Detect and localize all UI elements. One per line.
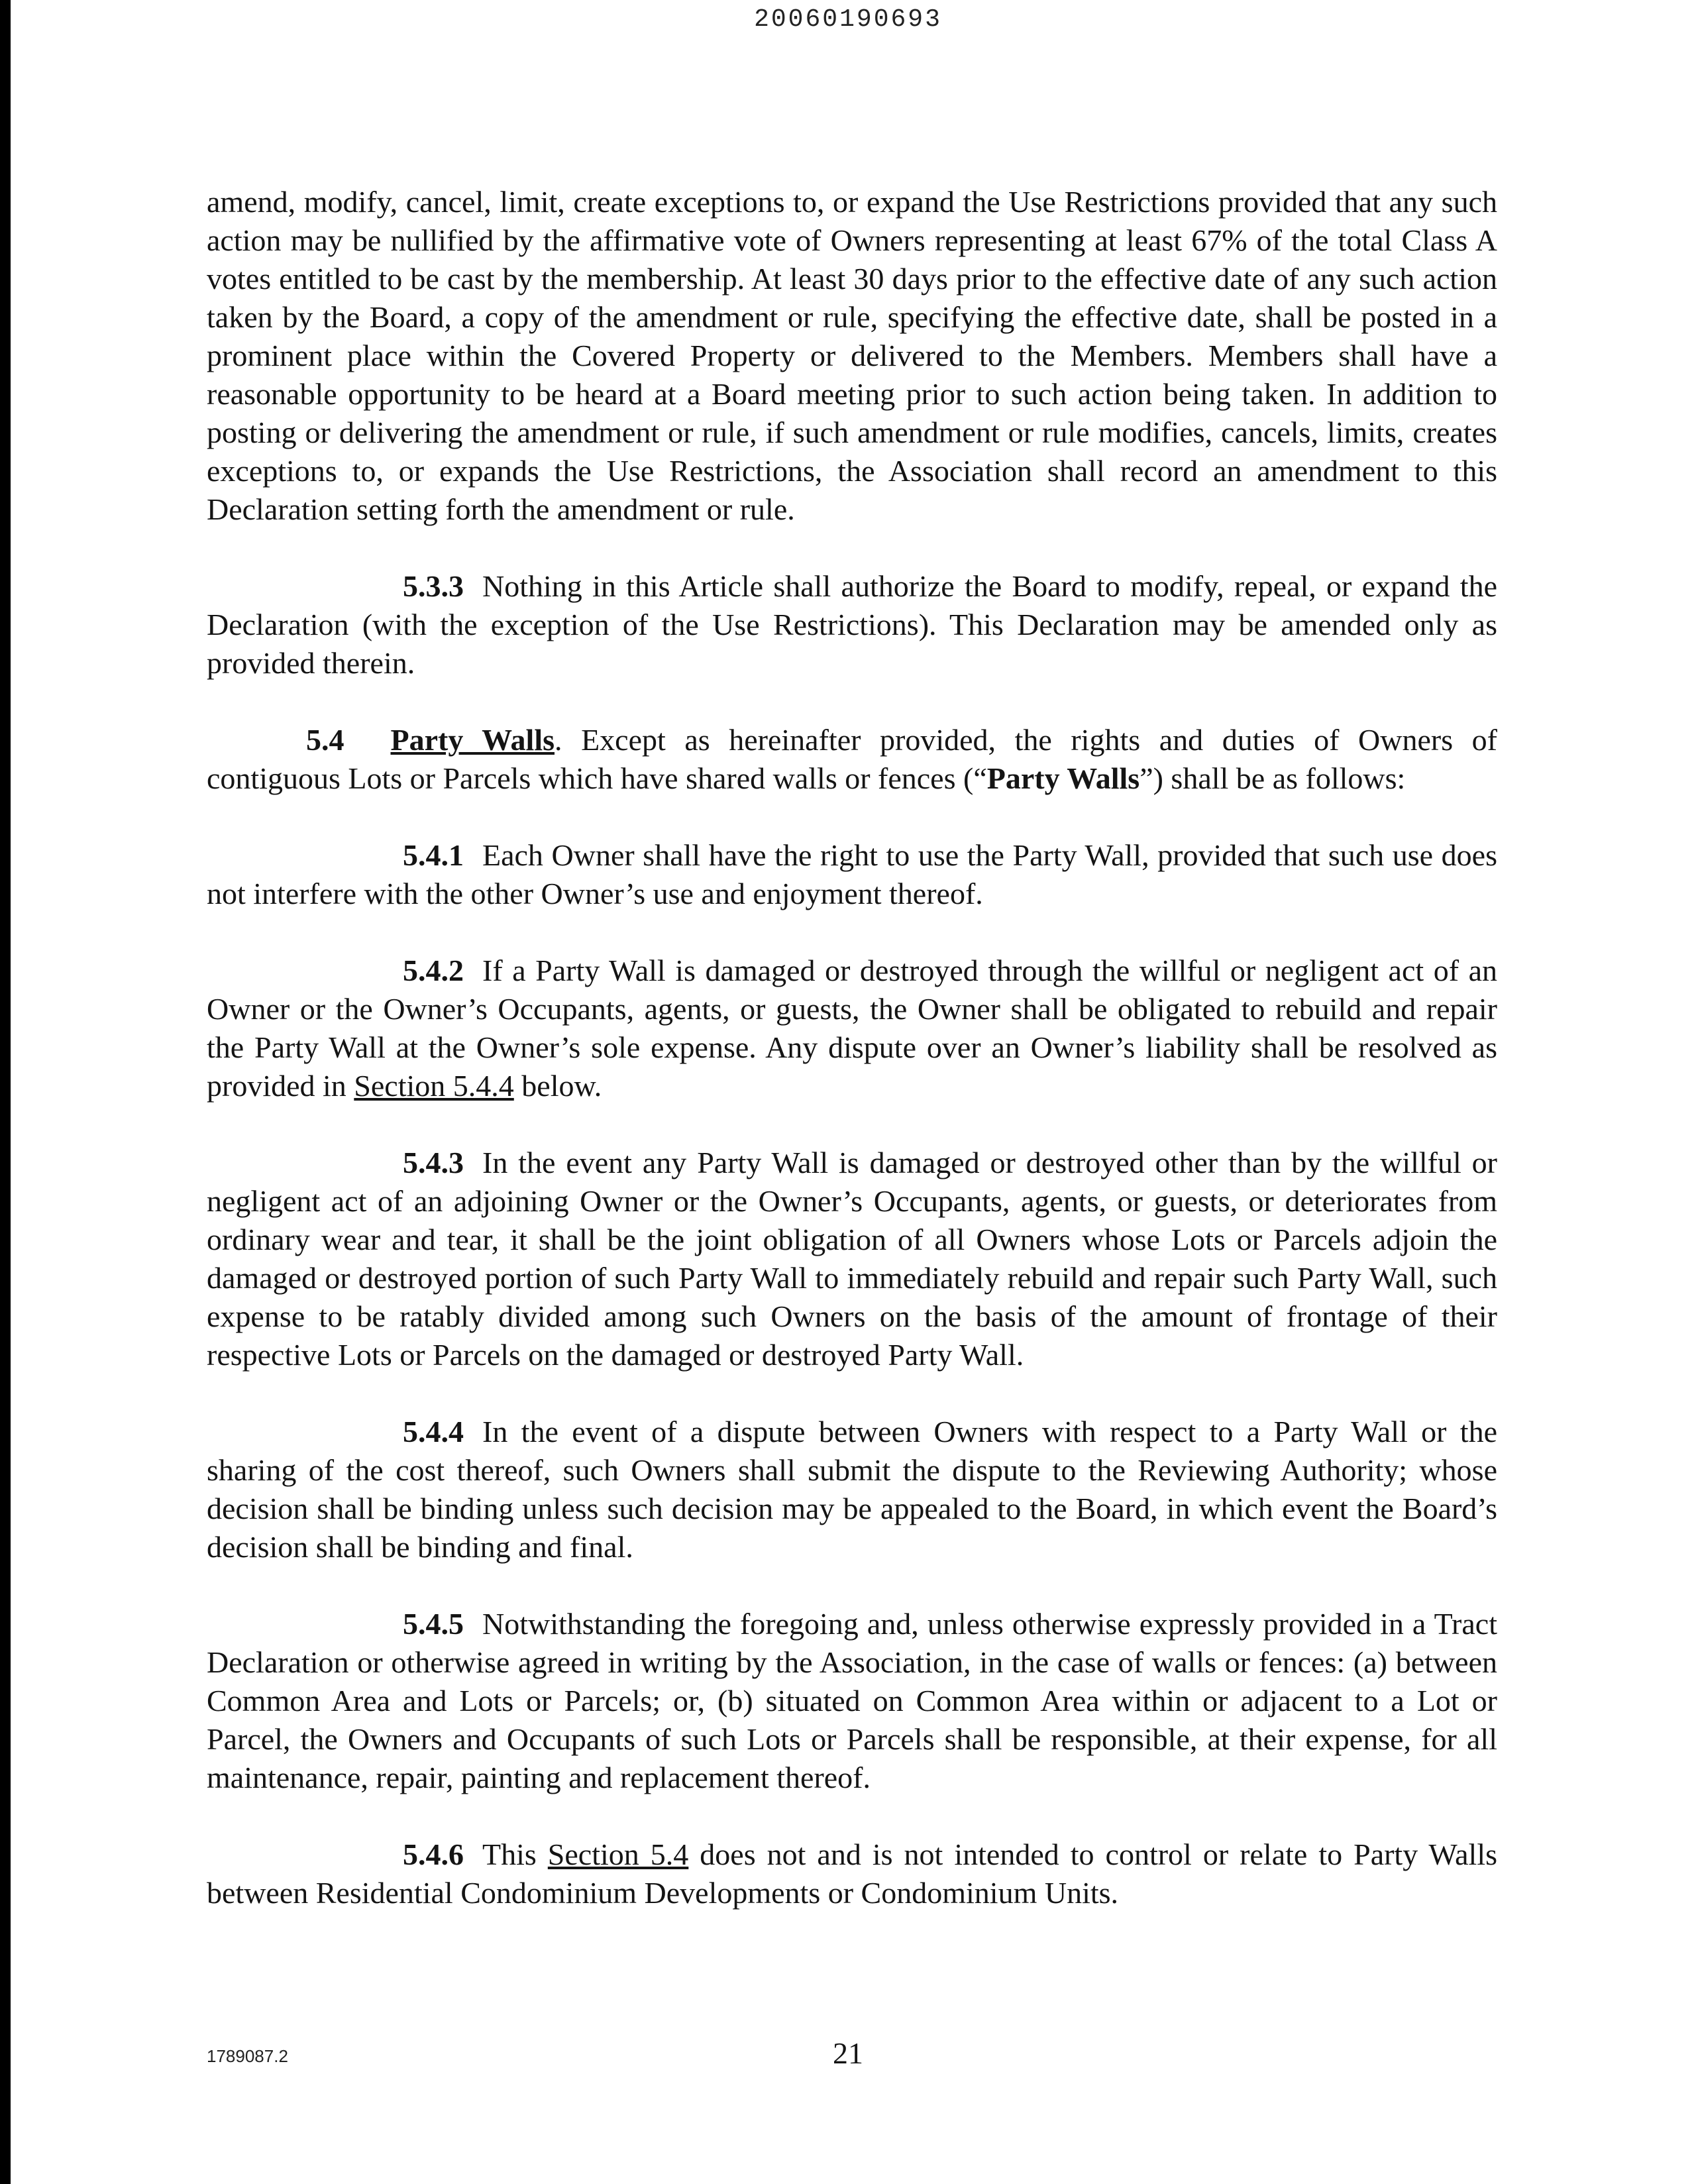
- section-5-4-2: [207, 952, 1497, 1105]
- section-5-4: [207, 721, 1497, 798]
- section-text: In the event of a dispute between Owners with respect to a Party Wall or the sharing of the cost thereof, such Owners shall submit the dispute to the Reviewing Authority; whose decision shall be binding unless such decision may be appealed to the Board, in which event the Board’s decision shall be binding and final.: [207, 1415, 1497, 1564]
- section-text: Notwithstanding the foregoing and, unless otherwise expressly provided in a Tract Declaration or otherwise agreed in writing by the Association, in the case of walls or fences: (a) between Common Area and Lots or Parcels; or, (b) situated on Common Area within or adjacent to a Lot or Parcel, the Owners and Occupants of such Lots or Parcels shall be responsible, at their expense, for all maintenance, repair, painting and replacement thereof.: [207, 1607, 1497, 1794]
- section-5-4-4: [207, 1413, 1497, 1566]
- section-text: This: [482, 1837, 548, 1871]
- section-text: . Except as hereinafter provided, the rights and duties of Owners of contiguous Lots or Parcels which have shared walls or fences (“: [207, 723, 1497, 795]
- section-text: If a Party Wall is damaged or destroyed through the willful or negligent act of an Owner or the Owner’s Occupants, agents, or guests, the Owner shall be obligated to rebuild and repair the Party Wall at the Owner’s sole expense. Any dispute over an Owner’s liability shall be resolved as provided in: [207, 954, 1497, 1103]
- section-number: 5.4: [306, 723, 344, 757]
- paragraph-text: amend, modify, cancel, limit, create exceptions to, or expand the Use Restrictions provided that any such action may be nullified by the affirmative vote of Owners representing at least 67% of the total Class A votes entitled to be cast by the membership. At least 30 days prior to the effective date of any such action taken by the Board, a copy of the amendment or rule, specifying the effective date, shall be posted in a prominent place within the Covered Property or delivered to the Members. Members shall have a reasonable opportunity to be heard at a Board meeting prior to such action being taken. In addition to posting or delivering the amendment or rule, if such amendment or rule modifies, cancels, limits, creates exceptions to, or expands the Use Restrictions, the Association shall record an amendment to this Declaration setting forth the amendment or rule.: [207, 185, 1497, 526]
- page-number: 21: [833, 2036, 863, 2070]
- section-number: 5.4.2: [403, 954, 464, 987]
- section-number: 5.4.1: [403, 838, 464, 872]
- document-number: 20060190693: [754, 5, 942, 34]
- section-number: 5.4.6: [403, 1837, 464, 1871]
- section-5-4-1: [207, 836, 1497, 913]
- section-reference-link[interactable]: Section 5.4: [547, 1837, 689, 1871]
- document-body: [207, 183, 1497, 1951]
- section-text-end: does not and is not intended to control or relate to Party Walls between Residential Condominium Developments or Condominium Units.: [207, 1837, 1498, 1910]
- section-reference-link[interactable]: Section 5.4.4: [354, 1069, 514, 1103]
- section-number: 5.4.5: [403, 1607, 464, 1641]
- section-text-end: ”) shall be as follows:: [1140, 761, 1406, 795]
- section-text: In the event any Party Wall is damaged or destroyed other than by the willful or negligent act of an adjoining Owner or the Owner’s Occupants, agents, or guests, or deteriorates from ordinary wear and tear, it shall be the joint obligation of all Owners whose Lots or Parcels adjoin the damaged or destroyed portion of such Party Wall to immediately rebuild and repair such Party Wall, such expense to be ratably divided among such Owners on the basis of the amount of frontage of their respective Lots or Parcels on the damaged or destroyed Party Wall.: [207, 1146, 1497, 1372]
- section-number: 5.4.4: [403, 1415, 464, 1448]
- section-heading: Party Walls: [390, 723, 555, 757]
- section-5-3-3: [207, 567, 1497, 682]
- scan-edge-bar: [0, 0, 11, 2184]
- section-text: Nothing in this Article shall authorize the Board to modify, repeal, or expand the Declaration (with the exception of the Use Restrictions). This Declaration may be amended only as provided therein.: [207, 569, 1497, 680]
- section-number: 5.4.3: [403, 1146, 464, 1179]
- section-5-4-5: [207, 1605, 1497, 1797]
- section-text: Each Owner shall have the right to use the Party Wall, provided that such use does not interfere with the other Owner’s use and enjoyment thereof.: [207, 838, 1497, 910]
- defined-term: Party Walls: [986, 761, 1140, 795]
- section-5-4-6: [207, 1835, 1497, 1912]
- section-text-end: below.: [513, 1069, 602, 1103]
- section-5-4-3: [207, 1144, 1497, 1374]
- footer-document-id: 1789087.2: [207, 2046, 288, 2066]
- section-number: 5.3.3: [403, 569, 464, 603]
- paragraph-continuation: [207, 183, 1497, 529]
